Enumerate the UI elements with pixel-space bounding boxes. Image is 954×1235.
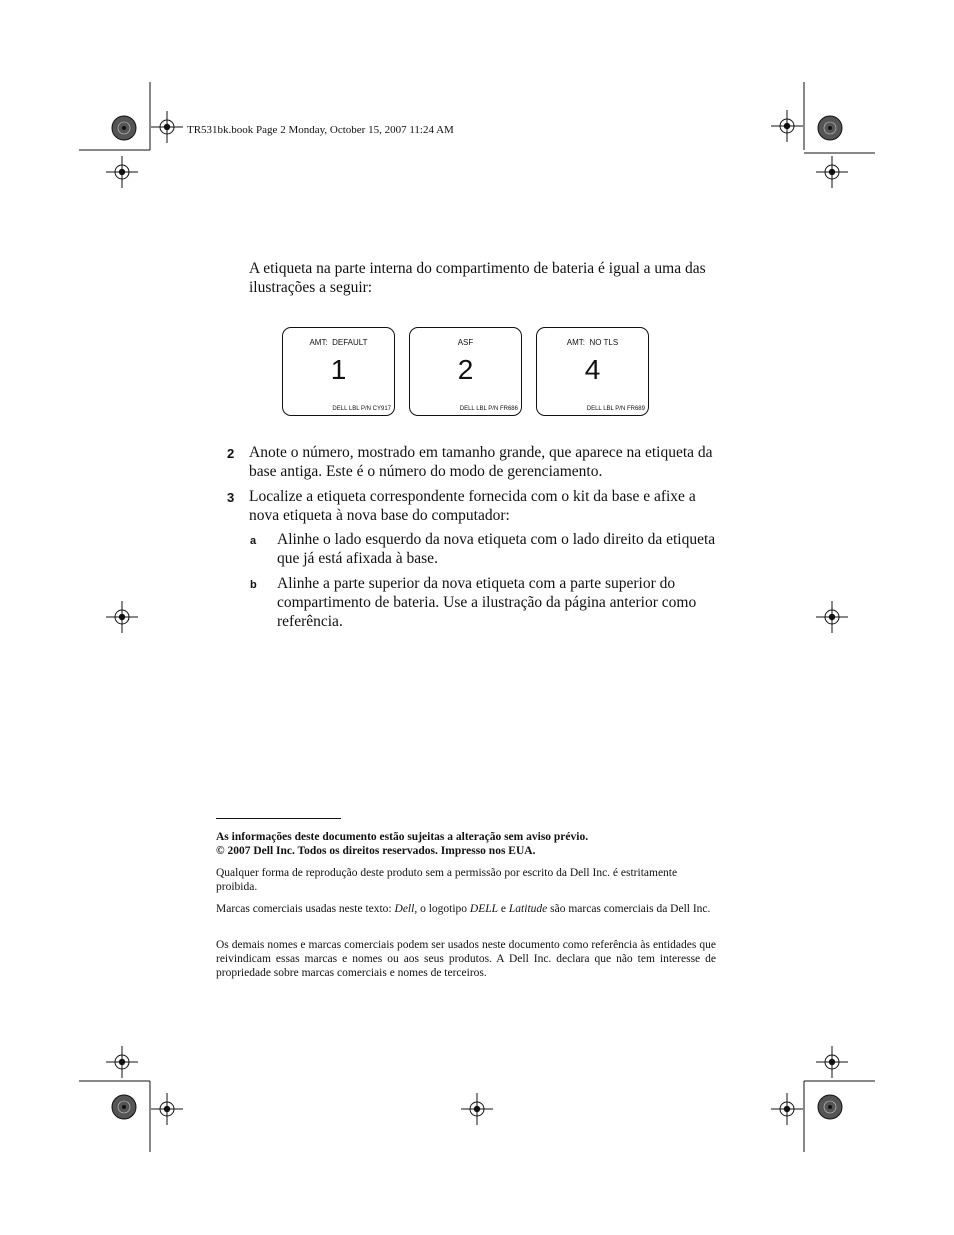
trademark-dell: Dell	[394, 903, 415, 915]
label-part-number: DELL LBL P/N FR686	[459, 406, 518, 412]
label-illustration-3	[536, 327, 649, 416]
intro-paragraph: A etiqueta na parte interna do compartimento de bateria é igual a uma das ilustrações a seguir:	[249, 260, 706, 296]
trademark-latitude: Latitude	[508, 903, 548, 915]
footnote-rule	[216, 818, 341, 819]
registration-mark-bottom-right-2	[771, 1093, 803, 1125]
label-mode: AMT: NO TLS	[566, 338, 619, 347]
trademarks-notice	[216, 902, 716, 916]
registration-mark-top-right-1	[771, 110, 803, 142]
starburst-mark-top-left	[112, 116, 136, 140]
label-mode: AMT: DEFAULT	[309, 338, 368, 347]
label-illustration-2	[409, 327, 522, 416]
substep-text: Alinhe a parte superior da nova etiqueta com a parte superior do compartimento de bateria. Use a ilustração da página anterior como referência.	[277, 575, 697, 630]
trademarks-text: , o logotipo	[414, 903, 470, 915]
starburst-mark-bottom-right	[818, 1095, 842, 1119]
third-party-notice: Os demais nomes e marcas comerciais podem ser usados neste documento como referência às entidades que reivindicam essas marcas e nomes ou aos seus produtos. A Dell Inc. declara que não tem interesse de propriedade sobre marcas comerciais e nomes de terceiros.	[216, 939, 716, 979]
registration-mark-top-left-2	[106, 156, 138, 188]
registration-mark-top-left-1	[151, 111, 183, 143]
notice-block	[216, 830, 716, 858]
substep-letter: b	[250, 579, 257, 591]
label-number: 1	[330, 354, 347, 385]
step-number: 3	[227, 490, 235, 505]
registration-mark-mid-left	[106, 601, 138, 633]
trademarks-prefix: Marcas comerciais usadas neste texto:	[216, 903, 395, 915]
label-illustration-1	[282, 327, 395, 416]
label-number: 4	[584, 354, 601, 385]
registration-mark-bottom-right-1	[816, 1046, 848, 1078]
registration-mark-mid-right	[816, 601, 848, 633]
registration-mark-bottom-left-1	[106, 1046, 138, 1078]
notice-line: As informações deste documento estão sujeitas a alteração sem aviso prévio.	[216, 831, 589, 843]
reproduction-notice: Qualquer forma de reprodução deste produto sem a permissão por escrito da Dell Inc. é estritamente proibida.	[216, 867, 678, 893]
substep-letter: a	[250, 535, 257, 547]
starburst-mark-top-right	[818, 116, 842, 140]
registration-mark-bottom-center	[461, 1093, 493, 1125]
label-number: 2	[457, 354, 474, 385]
step-text: Anote o número, mostrado em tamanho grande, que aparece na etiqueta da base antiga. Este é o número do modo de gerenciamento.	[249, 444, 713, 480]
substep-text: Alinhe o lado esquerdo da nova etiqueta com o lado direito da etiqueta que já está afixada à base.	[277, 531, 716, 567]
trademarks-text: e	[498, 903, 509, 915]
registration-mark-bottom-left-2	[151, 1093, 183, 1125]
print-header: TR531bk.book Page 2 Monday, October 15, 2007 11:24 AM	[187, 124, 454, 136]
copyright-line: © 2007 Dell Inc. Todos os direitos reservados. Impresso nos EUA.	[216, 845, 536, 857]
starburst-mark-bottom-left	[112, 1095, 136, 1119]
registration-mark-top-right-2	[816, 156, 848, 188]
step-text: Localize a etiqueta correspondente fornecida com o kit da base e afixe a nova etiqueta à nova base do computador:	[249, 488, 696, 524]
step-number: 2	[227, 446, 235, 461]
label-part-number: DELL LBL P/N CY917	[332, 406, 391, 412]
trademarks-suffix: são marcas comerciais da Dell Inc.	[547, 903, 711, 915]
label-mode: ASF	[457, 338, 474, 347]
trademark-dell-logo: DELL	[469, 903, 499, 915]
label-part-number: DELL LBL P/N FR689	[586, 406, 645, 412]
